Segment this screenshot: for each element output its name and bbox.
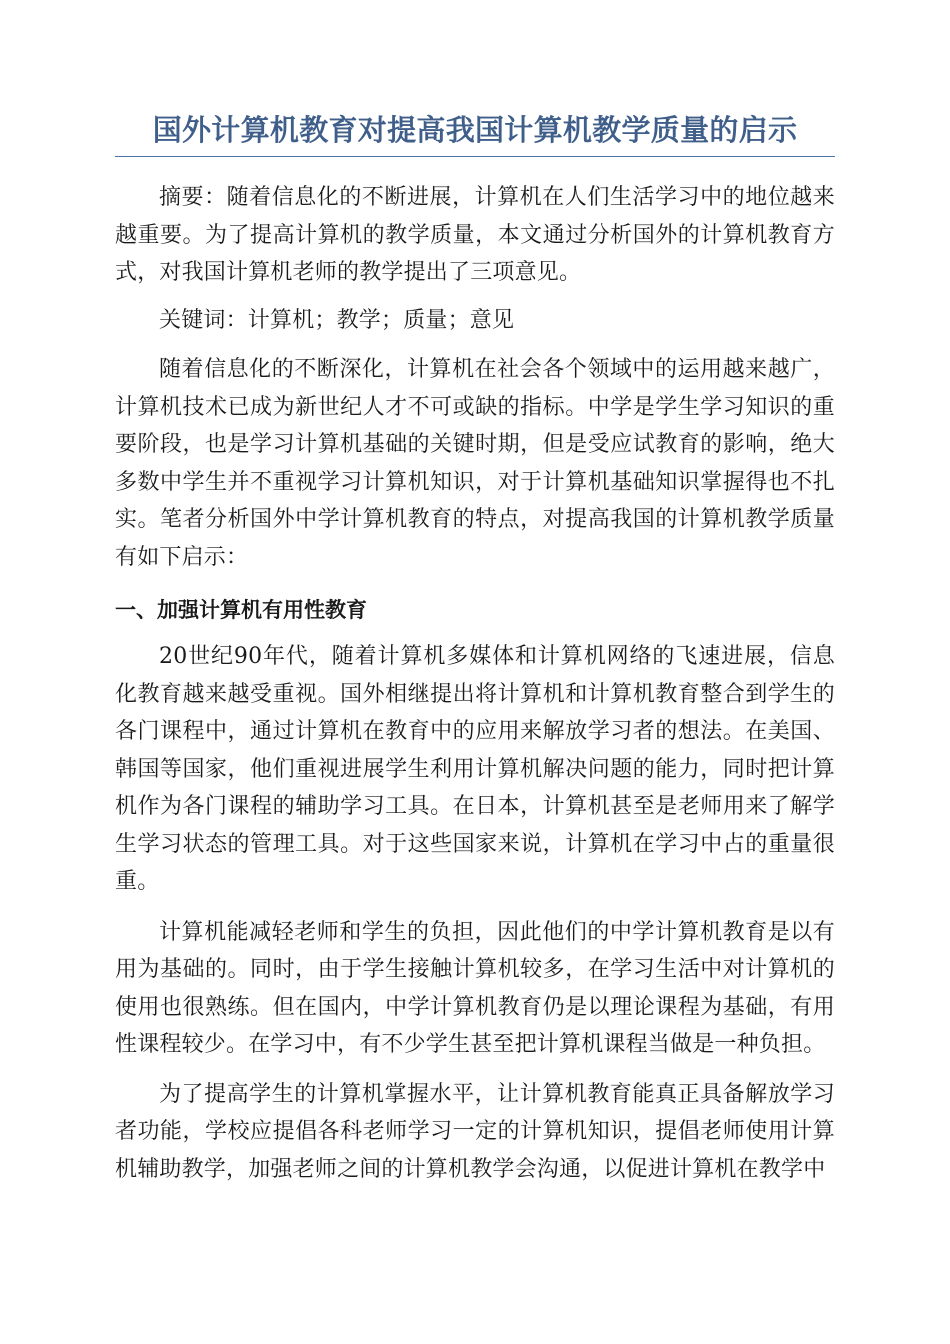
section-heading: 一、加强计算机有用性教育 xyxy=(115,598,367,622)
body-paragraph-2: 计算机能减轻老师和学生的负担，因此他们的中学计算机教育是以有用为基础的。同时，由于学生接触计算机较多，在学习生活中对计算机的使用也很熟练。但在国内，中学计算机教育仍是以理论课程为基础，有用性课程较少。在学习中，有不少学生甚至把计算机课程当做是一种负担。 xyxy=(115,919,835,1057)
intro-paragraph: 随着信息化的不断深化，计算机在社会各个领域中的运用越来越广，计算机技术已成为新世纪人才不可或缺的指标。中学是学生学习知识的重要阶段，也是学习计算机基础的关键时期，但是受应试教育的影响，绝大多数中学生并不重视学习计算机知识，对于计算机基础知识掌握得也不扎实。笔者分析国外中学计算机教育的特点，对提高我国的计算机教学质量有如下启示： xyxy=(115,357,835,570)
body-paragraph-3: 为了提高学生的计算机掌握水平，让计算机教育能真正具备解放学习者功能，学校应提倡各科老师学习一定的计算机知识，提倡老师使用计算机辅助教学，加强老师之间的计算机教学会沟通，以促进计算机在教学中 xyxy=(115,1081,835,1182)
body-paragraph-1: 20世纪90年代，随着计算机多媒体和计算机网络的飞速进展，信息化教育越来越受重视。国外相继提出将计算机和计算机教育整合到学生的各门课程中，通过计算机在教育中的应用来解放学习者的想法。在美国、韩国等国家，他们重视进展学生利用计算机解决问题的能力，同时把计算机作为各门课程的辅助学习工具。在日本，计算机甚至是老师用来了解学生学习状态的管理工具。对于这些国家来说，计算机在学习中占的重量很重。 xyxy=(115,644,835,894)
document-title: 国外计算机教育对提高我国计算机教学质量的启示 xyxy=(115,108,835,157)
keywords-paragraph: 关键词：计算机；教学；质量；意见 xyxy=(159,307,515,333)
abstract-paragraph: 摘要：随着信息化的不断进展，计算机在人们生活学习中的地位越来越重要。为了提高计算机的教学质量，本文通过分析国外的计算机教育方式，对我国计算机老师的教学提出了三项意见。 xyxy=(115,185,835,285)
document-page xyxy=(115,108,835,1188)
